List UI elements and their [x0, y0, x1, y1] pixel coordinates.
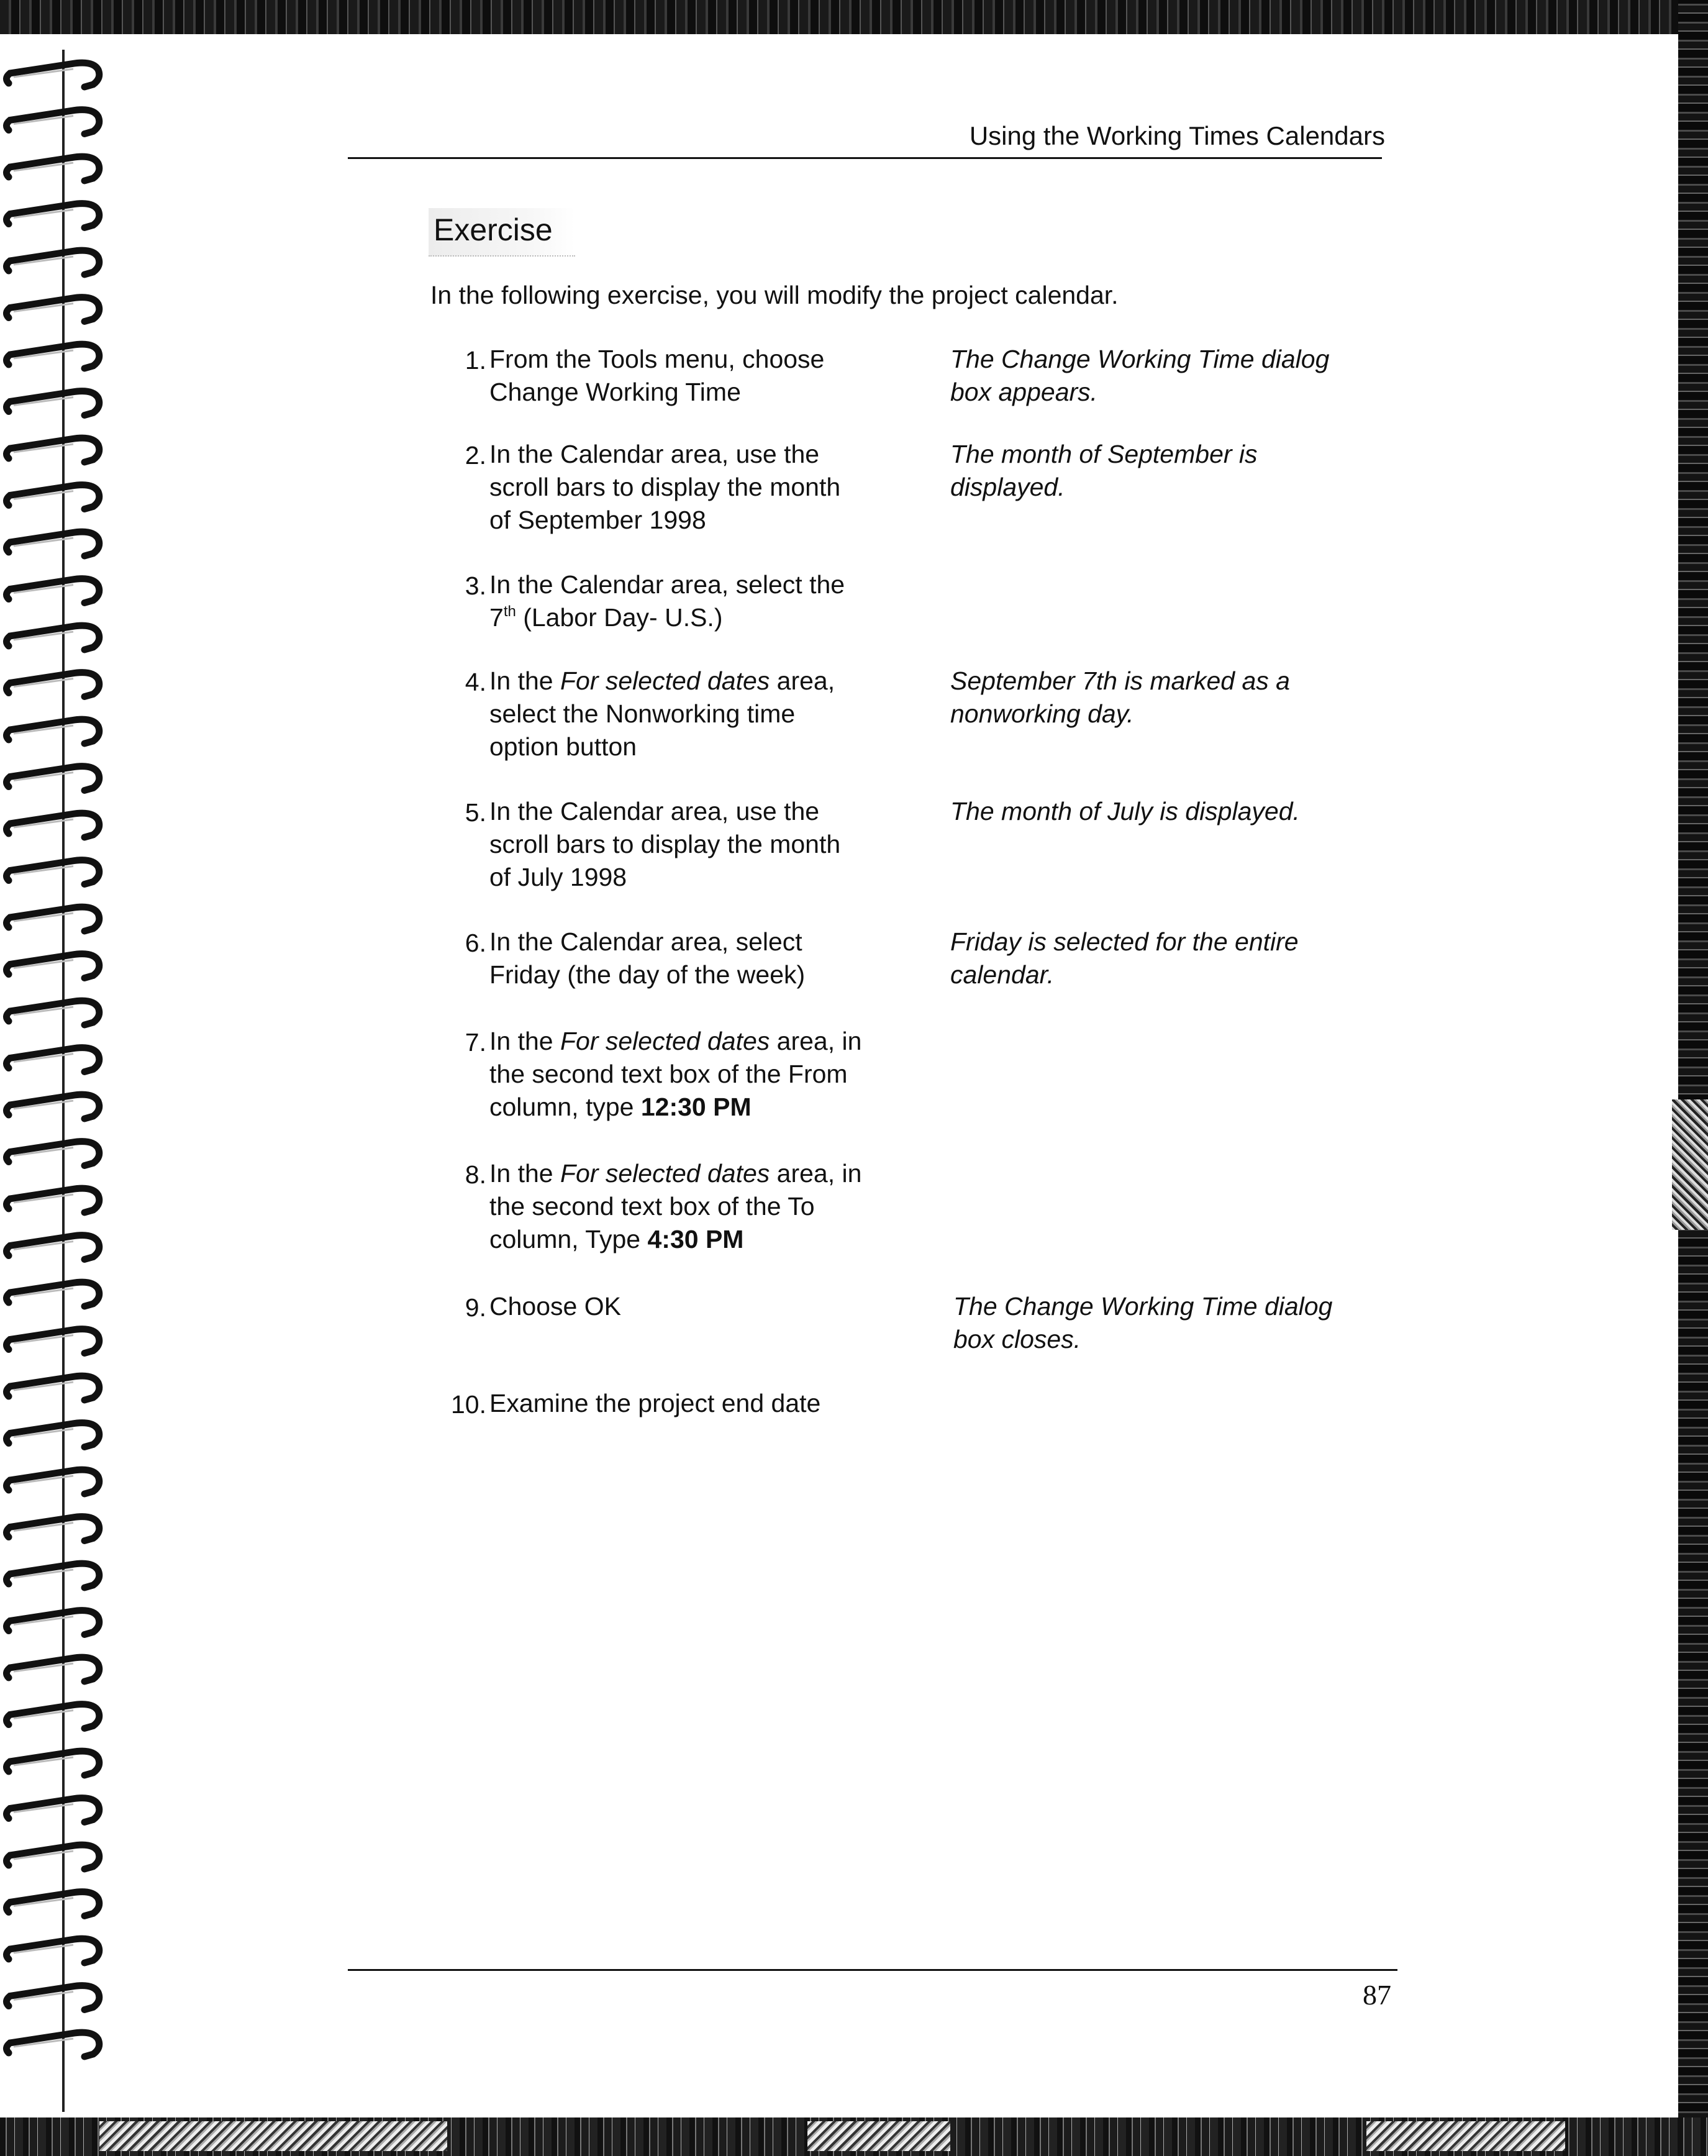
- binding-coil: [6, 1611, 99, 1635]
- binding-coil: [6, 1939, 99, 1963]
- scan-border-top: [0, 0, 1708, 34]
- binding-coil: [6, 1423, 99, 1447]
- step-number: 1.: [465, 346, 486, 375]
- step-number: 8.: [465, 1160, 486, 1189]
- step-result: The Change Working Time dialog box closes.: [953, 1292, 1333, 1353]
- binding-coil: [6, 391, 99, 416]
- page-number: 87: [1363, 1979, 1391, 2011]
- binding-coil: [6, 298, 99, 322]
- binding-coil: [6, 1657, 99, 1681]
- binding-coil: [6, 250, 99, 275]
- binding-coil: [6, 1329, 99, 1353]
- step-number: 4.: [465, 668, 486, 696]
- binding-coil: [6, 204, 99, 228]
- step-instruction: In the Calendar area, use the scroll bars to display the month of September 1998: [489, 440, 841, 534]
- step-result: The Change Working Time dialog box appears.: [950, 345, 1330, 406]
- step-result: September 7th is marked as a nonworking day.: [950, 666, 1290, 728]
- binding-coil: [6, 63, 99, 87]
- binding-coil: [6, 766, 99, 791]
- binding-coil: [6, 579, 99, 603]
- step-number: 3.: [465, 571, 486, 600]
- scan-noise-bottom-left: [99, 2121, 447, 2151]
- step-result: The month of September is displayed.: [950, 440, 1258, 501]
- binding-coil: [6, 907, 99, 931]
- step-number: 10.: [451, 1390, 486, 1419]
- scan-noise-bottom-right: [1366, 2121, 1565, 2151]
- scan-noise-right: [1672, 1099, 1708, 1230]
- header-rule: [348, 157, 1382, 159]
- step-instruction: From the Tools menu, choose Change Working Time: [489, 345, 825, 406]
- step-instruction: Examine the project end date: [489, 1389, 821, 1417]
- section-heading-exercise: Exercise: [429, 208, 575, 257]
- step-number: 2.: [465, 441, 486, 470]
- binding-coil: [6, 532, 99, 556]
- binding-coil: [6, 673, 99, 697]
- binding-coil: [6, 438, 99, 462]
- binding-coil: [6, 860, 99, 885]
- binding-coil: [6, 954, 99, 978]
- step-instruction: In the For selected dates area, select the Nonworking time option button: [489, 666, 835, 761]
- binding-coil: [6, 813, 99, 837]
- step-instruction: In the Calendar area, use the scroll bars to display the month of July 1998: [489, 797, 841, 891]
- step-result: The month of July is displayed.: [950, 797, 1300, 826]
- step-instruction: In the Calendar area, select the 7th (Labor Day- U.S.): [489, 570, 845, 632]
- step-number: 9.: [465, 1293, 486, 1322]
- binding-coil: [6, 2032, 99, 2057]
- binding-coil: [6, 1517, 99, 1541]
- binding-coil: [6, 157, 99, 181]
- binding-coil: [6, 1376, 99, 1400]
- binding-coil: [6, 344, 99, 368]
- binding-coil: [6, 1235, 99, 1260]
- binding-coil: [6, 1563, 99, 1588]
- binding-coil: [6, 1845, 99, 1869]
- step-number: 7.: [465, 1028, 486, 1057]
- binding-coil: [6, 485, 99, 509]
- binding-coil: [6, 1001, 99, 1025]
- binding-coil: [6, 625, 99, 650]
- footer-rule: [348, 1969, 1397, 1971]
- binding-coil: [6, 1892, 99, 1916]
- binding-coil: [6, 1751, 99, 1775]
- exercise-intro: In the following exercise, you will modify the project calendar.: [430, 281, 1119, 309]
- step-number: 6.: [465, 929, 486, 957]
- binding-coil: [6, 1470, 99, 1494]
- step-instruction: Choose OK: [489, 1292, 621, 1321]
- binding-coil: [6, 1048, 99, 1072]
- binding-coil: [6, 1282, 99, 1306]
- step-result: Friday is selected for the entire calendar.: [950, 927, 1299, 989]
- spiral-binding: [0, 50, 118, 2075]
- binding-coil: [6, 1094, 99, 1119]
- running-header: Using the Working Times Calendars: [969, 121, 1385, 150]
- binding-coil: [6, 1704, 99, 1729]
- step-instruction: In the Calendar area, select Friday (the day of the week): [489, 927, 806, 989]
- scan-noise-bottom-mid: [807, 2121, 950, 2151]
- binding-coil: [6, 1188, 99, 1212]
- binding-coil: [6, 719, 99, 744]
- binding-coil: [6, 110, 99, 134]
- scan-border-right: [1678, 0, 1708, 2156]
- binding-coil: [6, 1798, 99, 1822]
- binding-coil: [6, 1142, 99, 1166]
- binding-coil: [6, 1986, 99, 2010]
- step-number: 5.: [465, 798, 486, 827]
- step-instruction: In the For selected dates area, in the second text box of the To column, Type 4:30 PM: [489, 1159, 862, 1253]
- step-instruction: In the For selected dates area, in the second text box of the From column, type 12:30 PM: [489, 1027, 862, 1121]
